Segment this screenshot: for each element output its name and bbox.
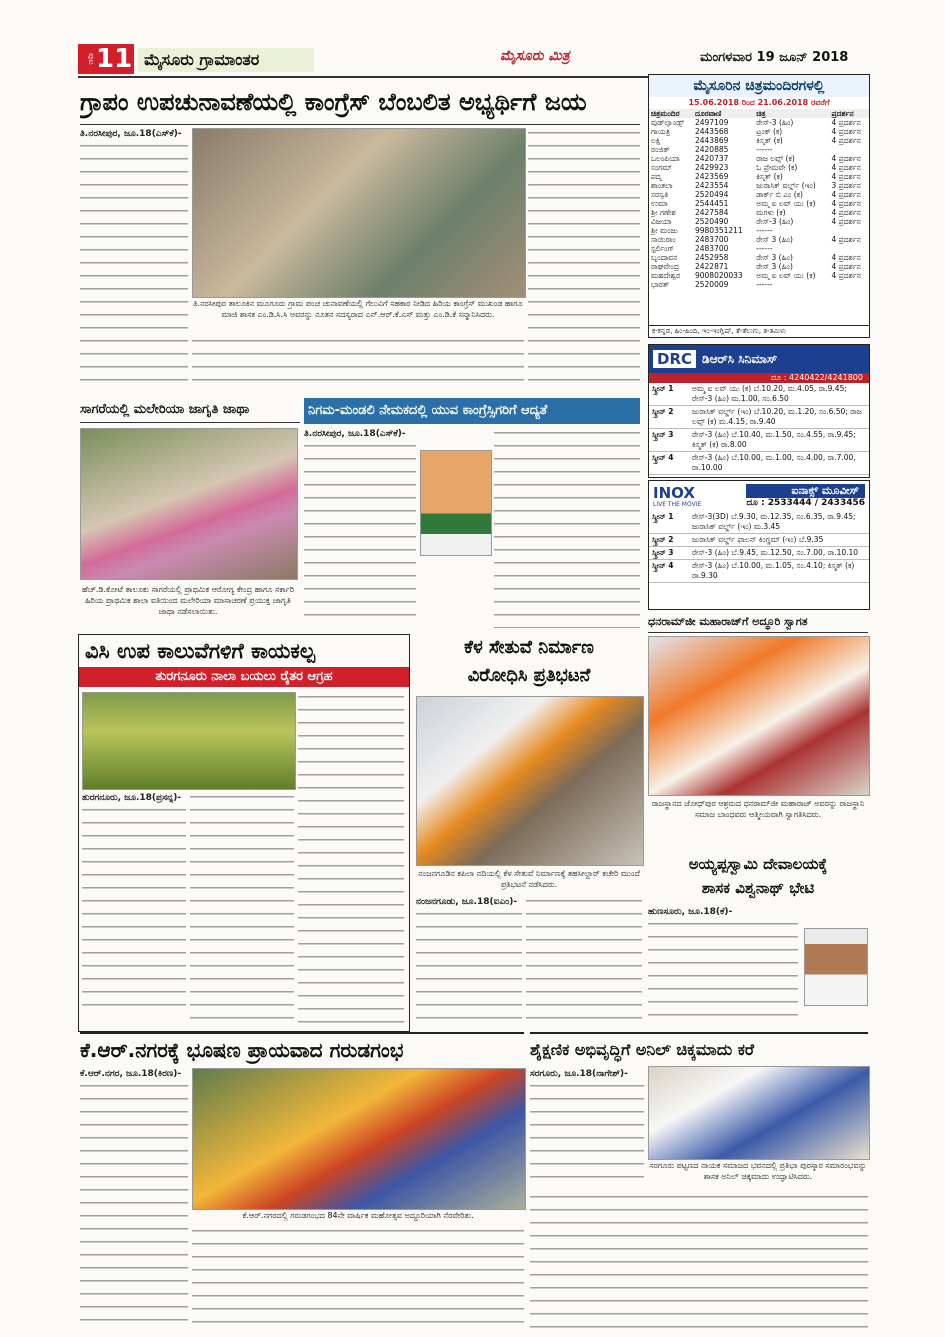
screen-showtimes: ಅಮ್ಮ ಐ ಲವ್ ಯು (ಕ) ಬೆ.10.20, ಮ.4.05, ರಾ.9.45; ರೇಸ್-3 (ಹಿಂ) ಮ.1.00, ಸಂ.6.50: [692, 384, 847, 403]
theatre-phone: 2483700: [694, 235, 729, 244]
filler-lines: [416, 909, 522, 1027]
page-number-box: [78, 44, 134, 74]
story9-body-bottom: [530, 1192, 868, 1330]
page-word: ಪುಟ: [87, 53, 96, 65]
show-count: [830, 244, 870, 253]
story8-body: [80, 1068, 188, 1330]
film-title: ಅಮ್ಮ ಐ ಲವ್ ಯು (ಕ): [756, 199, 816, 208]
story9-headline: ಶೈಕ್ಷಣಿಕ ಅಭಿವೃದ್ಧಿಗೆ ಅನಿಲ್ ಚಿಕ್ಕಮಾದು ಕರೆ: [530, 1032, 868, 1066]
theatre-phone: 2423554: [694, 181, 729, 190]
story3-body: [304, 428, 416, 628]
screen-label: ಸ್ಕ್ರೀನ್ 3: [652, 548, 674, 557]
story9-caption: ಸರಗೂರು ಪಟ್ಟಣದ ನಾಯಕ ಸಮಾಜದ ಭವನದಲ್ಲಿ ಪ್ರತಿಭಾ ಪುರಸ್ಕಾರ ಸಮಾರಂಭವನ್ನು ಶಾಸಕ ಅನಿಲ್ ಚಿಕ್ಕಮಾದು ಉದ್ಘಾಟಿಸಿದರು.: [649, 1161, 867, 1181]
theatre-name: ಸ್ಟರ್ಲಿಂಗ್: [651, 244, 674, 253]
theatre-name: ಶ್ರೀ ಗಣೇಶ: [651, 208, 676, 217]
cinema-row: [649, 244, 869, 253]
story7-body: [648, 906, 798, 1030]
page-number: 11: [96, 44, 133, 74]
theatre-phone: 2443869: [694, 136, 729, 145]
story5-headline: ವಿಸಿ ಉಪ ಕಾಲುವೆಗಳಿಗೆ ಕಾಯಕಲ್ಪ: [85, 639, 316, 663]
show-count: [830, 226, 870, 235]
inox-tagline: LIVE THE MOVIE: [653, 500, 702, 508]
story7-headline-line2: ಶಾಸಕ ವಿಶ್ವನಾಥ್ ಭೇಟಿ: [701, 879, 815, 897]
theatre-name: ಶಾಂತಲಾ: [651, 181, 673, 190]
theatre-name: ಶ್ರೀ ಮಂಜು: [651, 226, 678, 235]
story8-dateline: ಕೆ.ಆರ್.ನಗರ, ಜೂ.18(ಕಿರಣ)-: [80, 1069, 182, 1079]
cinema-row: [649, 163, 869, 172]
story6-body-col2: [526, 896, 642, 1030]
theatre-name: ಲಕ್ಷ್ಮಿ: [651, 136, 663, 145]
cinema-row: [649, 136, 869, 145]
filler-lines: [648, 919, 798, 1027]
cinema-row: [649, 235, 869, 244]
col-film: ಚಿತ್ರ: [756, 109, 766, 118]
theatre-name: ಸಂಗಮ್: [651, 163, 672, 172]
show-count: 4 ಪ್ರದರ್ಶನ: [831, 271, 861, 280]
screen-label: ಸ್ಕ್ರೀನ್ 3: [652, 430, 674, 439]
film-title: ------: [756, 244, 773, 253]
theatre-phone: 2497109: [694, 118, 729, 127]
inox-logo-block: [653, 485, 701, 508]
theatre-phone: 2420885: [694, 145, 729, 154]
cinema-row: [649, 190, 869, 199]
cinema-row: [649, 118, 869, 127]
story1-body-col1: [80, 128, 188, 388]
theatre-phone: 2544451: [694, 199, 729, 208]
theatre-phone: 2422871: [694, 262, 729, 271]
film-title: ------: [756, 145, 773, 154]
film-title: ಜುರಾಸಿಕ್ ವರ್ಲ್ಡ್ (ಇಂ): [756, 181, 816, 190]
film-title: ರೇಸ್-3 (ಹಿಂ): [756, 217, 794, 226]
screen-row: [649, 560, 869, 583]
theatre-name: ಬೃಂದಾವನ: [651, 253, 678, 262]
film-title: ಕಿಸ್ಮತ್ (ಕ): [756, 172, 783, 181]
film-title: ಡಾರ್ಕ್ ಬಿ ಎಂ (ಕ): [756, 190, 803, 199]
story9-dateline: ಸರಗೂರು, ಜೂ.18(ನಾಗೇಶ್)-: [530, 1069, 628, 1079]
story8-photo: [192, 1068, 526, 1210]
inox-phone: ದೂ : 2533444 / 2433456: [746, 498, 865, 508]
screen-showtimes: ರೇಸ್-3(3D) ಬೆ.9.30, ಮ.12.35, ಸಂ.6.35, ರಾ.9.45; ಜುರಾಸಿಕ್ ವರ್ಲ್ಡ್ (ಇಂ) ಮ.3.45: [692, 512, 856, 531]
story2-photo: [80, 428, 298, 580]
inox-box: [648, 480, 870, 610]
story6-headline-line2: ವಿರೋಧಿಸಿ ಪ್ರತಿಭಟನೆ: [467, 665, 591, 686]
screen-showtimes: ರೇಸ್-3 (ಹಿಂ) ಬೆ.10.40, ಮ.1.50, ಸಂ.4.55, ರಾ.9.45; ಕಿಸ್ಮತ್ (ಕ) ರಾ.8.00: [692, 430, 856, 449]
inox-header: [649, 481, 869, 511]
theatre-name: ವುಡ್‌ಲ್ಯಾಂಡ್ಸ್: [651, 118, 685, 127]
theatre-name: ಸರಸ್ವತಿ: [651, 190, 669, 199]
filler-lines: [80, 1081, 188, 1327]
film-title: ಅಮ್ಮ ಐ ಲವ್ ಯು (ಕ): [756, 271, 816, 280]
show-count: 4 ಪ್ರದರ್ಶನ: [831, 235, 861, 244]
show-count: 4 ಪ್ರದರ್ಶನ: [831, 262, 861, 271]
film-title: ಟ್ರಂಕ್‌ (ಕ): [756, 127, 783, 136]
filler-lines: [82, 805, 186, 1015]
story9-photo: [648, 1066, 870, 1160]
cinema-period: 15.06.2018 ರಿಂದ 21.06.2018 ರವರೆಗೆ: [688, 98, 830, 107]
col-theatre: ಚಿತ್ರಮಂದಿರ: [651, 109, 680, 118]
story7-portrait: [804, 928, 868, 1006]
story6-photo: [416, 696, 644, 866]
theatre-phone: 2429923: [694, 163, 729, 172]
theatre-phone: 2520494: [694, 190, 729, 199]
theatre-phone: 2427584: [694, 208, 729, 217]
cinema-row: [649, 253, 869, 262]
cinema-row: [649, 217, 869, 226]
story1-body-bottom: [192, 336, 524, 390]
theatre-name: ಗಾಯತ್ರಿ: [651, 127, 671, 136]
story2-caption: ಹೆಚ್.ಡಿ.ಕೋಟೆ ತಾಲೂಕು ಸಾಗರೆಯಲ್ಲಿ ಪ್ರಾಥಮಿಕ ಆರೋಗ್ಯ ಕೇಂದ್ರ ಹಾಗೂ ಸರ್ಕಾರಿ ಹಿರಿಯ ಪ್ರಾಥಮಿಕ ಶಾಲಾ ವತಿಯಿಂದ ಮಲೇರಿಯಾ ಮಾಸಾಚರಣೆ ಪ್ರಯುಕ್ತ ಜಾಗೃತಿ ಜಾಥಾ ನಡೆಸಲಾಯಿತು.: [81, 585, 295, 616]
story3-headline: ನಿಗಮ-ಮಂಡಲಿ ನೇಮಕದಲ್ಲಿ ಯುವ ಕಾಂಗ್ರೆಸ್ಸಿಗರಿಗೆ ಆದ್ಯತೆ: [304, 398, 640, 424]
screen-label: ಸ್ಕ್ರೀನ್ 1: [652, 512, 674, 521]
theatre-phone: 2520490: [694, 217, 729, 226]
show-count: 4 ಪ್ರದರ್ಶನ: [831, 190, 861, 199]
theatre-phone: 2420737: [694, 154, 729, 163]
paper-logo: ಮೈಸೂರು ಮಿತ್ರ: [500, 48, 570, 64]
col-phone: ದೂರವಾಣಿ: [694, 109, 722, 118]
show-count: 4 ಪ್ರದರ್ಶನ: [831, 217, 861, 226]
drc-box: [648, 344, 870, 478]
drc-header: [649, 345, 869, 373]
theatre-phone: 2520009: [694, 280, 729, 289]
cinema-row: [649, 181, 869, 190]
screen-label: ಸ್ಕ್ರೀನ್ 4: [652, 561, 674, 570]
screen-row: [649, 511, 869, 534]
story5-photo: [82, 692, 296, 790]
theatre-name: ಸಾಯಿರಾಂ: [651, 235, 676, 244]
theatre-name: ರಾಘವೇಂದ್ರ: [651, 262, 680, 271]
screen-row: [649, 383, 869, 406]
story5-dateline: ತುರಗನೂರು, ಜೂ.18(ಪ್ರಸನ್ನ)-: [82, 793, 182, 803]
theatre-phone: 9008020033: [694, 271, 743, 280]
inox-logo: INOX: [653, 483, 695, 502]
theatre-phone: 2443568: [694, 127, 729, 136]
story6-headline-line1: ಕೆಳ ಸೇತುವೆ ನಿರ್ಮಾಣ: [464, 637, 594, 658]
film-title: ರೇಸ್ 3 (ಹಿಂ): [756, 235, 793, 244]
inox-title-block: [746, 484, 865, 508]
story8-headline: ಕೆ.ಆರ್.ನಗರಕ್ಕೆ ಭೂಷಣ ಪ್ರಾಯವಾದ ಗರುಡಗಂಭ: [80, 1032, 524, 1066]
screen-label: ಸ್ಕ್ರೀನ್ 2: [652, 407, 674, 416]
show-count: [830, 145, 870, 154]
story1-headline: ಗ್ರಾಪಂ ಉಪಚುನಾವಣೆಯಲ್ಲಿ ಕಾಂಗ್ರೆಸ್ ಬೆಂಬಲಿತ ಅಭ್ಯರ್ಥಿಗೆ ಜಯ: [80, 88, 587, 116]
show-count: 4 ಪ್ರದರ್ಶನ: [831, 127, 861, 136]
cinema-row: [649, 208, 869, 217]
show-count: 4 ಪ್ರದರ್ಶನ: [831, 172, 861, 181]
show-count: 4 ಪ್ರದರ್ಶನ: [831, 154, 861, 163]
story6-dateline: ನಂಜನಗೂಡು, ಜೂ.18(ಐಎಂ)-: [416, 897, 518, 907]
theatre-name: ಉಮಾ: [651, 199, 668, 208]
story7-headline-line1: ಅಯ್ಯಪ್ಪಸ್ವಾಮಿ ದೇವಾಲಯಕ್ಕೆ: [688, 855, 828, 873]
cinema-row: [649, 127, 869, 136]
theatre-name: ರಂಜಿತ್: [651, 145, 670, 154]
drc-phone: ದೂ : 4240422/4241800: [649, 373, 869, 383]
story8-caption: ಕೆ.ಆರ್.ನಗರದಲ್ಲಿ ಗರುಡಗಂಭದ 84ನೇ ವಾರ್ಷಿಕ ಮಹೋತ್ಸವ ಅದ್ದೂರಿಯಾಗಿ ನೆರವೇರಿತು.: [242, 1211, 474, 1220]
screen-row: [649, 547, 869, 560]
story5-body: [82, 792, 186, 1024]
cinema-row: [649, 280, 869, 289]
story1-dateline: ತಿ.ನರಸೀಪುರ, ಜೂ.18(ಎಸ್‌ಕೆ)-: [80, 129, 182, 139]
story5-subhead: ತುರಗನೂರು ನಾಲಾ ಬಯಲು ರೈತರ ಆಗ್ರಹ: [79, 667, 409, 687]
screen-showtimes: ರೇಸ್-3 (ಹಿಂ) ಬೆ.10.00, ಮ.1.00, ಸಂ.4.00, ರಾ.7.00, ರಾ.10.00: [692, 453, 856, 472]
cinema-row: [649, 226, 869, 235]
film-title: ಓ ಪ್ರೇಮವೇ (ಕ): [756, 163, 798, 172]
show-count: 4 ಪ್ರದರ್ಶನ: [831, 208, 861, 217]
drc-listing: [649, 383, 869, 475]
filler-lines: [530, 1081, 644, 1185]
divider: [80, 124, 640, 125]
cinema-row: [649, 172, 869, 181]
show-count: 4 ಪ್ರದರ್ಶನ: [831, 136, 861, 145]
drc-title: ಡಿಆರ್‌ಸಿ ಸಿನಿಮಾಸ್: [702, 351, 778, 366]
issue-date: ಮಂಗಳವಾರ 19 ಜೂನ್ 2018: [700, 50, 849, 65]
story1-photo: [192, 128, 526, 298]
show-count: 4 ಪ್ರದರ್ಶನ: [831, 253, 861, 262]
cinema-row: [649, 154, 869, 163]
inox-title: ಐನಾಕ್ಸ್ ಮೂವೀಸ್: [746, 484, 865, 498]
story6-body: [416, 896, 522, 1030]
film-title: ಕಿಸ್ಮತ್ (ಕ): [756, 136, 783, 145]
film-title: ಮಗಳು (ಕ): [756, 208, 786, 217]
story9-body: [530, 1068, 644, 1188]
theatre-name: ಮಹದೇಶ್ವರ: [651, 271, 681, 280]
screen-row: [649, 429, 869, 452]
cinema-row: [649, 145, 869, 154]
cinema-listing: [648, 74, 870, 338]
story5-body-col2: [190, 792, 294, 1024]
story4-photo: [648, 636, 870, 796]
show-count: 3 ಪ್ರದರ್ಶನ: [831, 181, 861, 190]
story2-headline: ಸಾಗರೆಯಲ್ಲಿ ಮಲೇರಿಯಾ ಜಾಗೃತಿ ಜಾಥಾ: [80, 398, 300, 423]
show-count: 4 ಪ್ರದರ್ಶನ: [831, 163, 861, 172]
theatre-phone: 2423569: [694, 172, 729, 181]
cinema-header-row: [649, 109, 869, 118]
cinema-row: [649, 199, 869, 208]
story4-headline: ಧನರಾಮ್‌ಜೀ ಮಹಾರಾಜ್‌ಗೆ ಅದ್ಧೂರಿ ಸ್ವಾಗತ: [648, 612, 868, 633]
theatre-name: ಪದ್ಮ: [651, 172, 662, 181]
screen-label: ಸ್ಕ್ರೀನ್ 1: [652, 384, 674, 393]
story1-caption: ತಿ.ನರಸೀಪುರ ತಾಲೂಕಿನ ಮೂಗೂರು ಗ್ರಾಮ ಪಂಚ ಚುನಾವಣೆಯಲ್ಲಿ ಗೆಲುವಿಗೆ ಸಹಕಾರ ನೀಡಿದ ಹಿರಿಯ ಕಾಂಗ್ರೆಸ್ ಮುಖಂಡ ಹಾಗೂ ಮಾಜಿ ಶಾಸಕ ಎಂ.ಡಿ.ಸಿ.ಸಿ ಅವರನ್ನು ನೂತನ ಸದಸ್ಯರಾದ ಎನ್.ಆರ್.ಕೆ.ಎಸ್ ಮತ್ತು ಎಂ.ಡಿ.ಕೆ ಸನ್ಮಾನಿಸಿದರು.: [193, 299, 523, 319]
screen-row: [649, 452, 869, 475]
section-title: ಮೈಸೂರು ಗ್ರಾಮಾಂತರ: [138, 48, 314, 72]
drc-logo: DRC: [653, 350, 696, 368]
cinema-title: ಮೈಸೂರಿನ ಚಿತ್ರಮಂದಿರಗಳಲ್ಲಿ: [649, 75, 869, 97]
story3-dateline: ತಿ.ನರಸೀಪುರ, ಜೂ.18(ಎಸ್‌ಕೆ)-: [304, 429, 406, 439]
film-title: ರೇಸ್ 3 (ಹಿಂ): [756, 253, 793, 262]
filler-lines: [304, 441, 416, 625]
screen-label: ಸ್ಕ್ರೀನ್ 4: [652, 453, 674, 462]
screen-label: ಸ್ಕ್ರೀನ್ 2: [652, 535, 674, 544]
screen-showtimes: ಜುರಾಸಿಕ್ ವರ್ಲ್ಡ್ ಫಾಲನ್ ಕಿಂಗ್ಡಮ್ (ಇಂ) ಬೆ.9.35: [692, 535, 824, 544]
show-count: 4 ಪ್ರದರ್ಶನ: [831, 199, 861, 208]
film-title: ------: [756, 280, 773, 289]
film-title: ರೇಸ್ 3 (ಹಿಂ): [756, 262, 793, 271]
story7-dateline: ಹುಣಸೂರು, ಜೂ.18(ಕೆ)-: [648, 907, 733, 917]
screen-row: [649, 534, 869, 547]
cinema-row: [649, 262, 869, 271]
story4-caption: ರಾಜಸ್ಥಾನದ ಜೋಧ್‌ಪುರ ಆಶ್ರಮದ ಧನರಾಮ್‌ಜೀ ಮಹಾರಾಜ್ ಅವರನ್ನು ರಾಜಸ್ಥಾನಿ ಸಮಾಜ ಬಾಂಧವರು ಆತ್ಮೀಯವಾಗಿ ಸ್ವಾಗತಿಸಿದರು.: [651, 799, 865, 819]
theatre-phone: 2452958: [694, 253, 729, 262]
film-title: ------: [756, 226, 773, 235]
story1-body-col2: [528, 128, 640, 390]
film-title: ರಾಜ ಲವ್ಸ್ (ಕ): [756, 154, 795, 163]
cinema-table: [649, 109, 869, 289]
story3-body-col2: [494, 428, 640, 628]
filler-lines: [80, 141, 188, 385]
story6-caption: ನಂಜನಗೂಡಿನ ಕಪಿಲಾ ನದಿಯಲ್ಲಿ ಕೆಳ ಸೇತುವೆ ನಿರ್ಮಾಣಕ್ಕೆ ತಹಸೀಲ್ದಾರ್ ಕಚೇರಿ ಮುಂದೆ ಪ್ರತಿಭಟನೆ ನಡೆಸಿದರು.: [418, 869, 640, 889]
film-title: ರೇಸ್-3 (ಹಿಂ): [756, 118, 794, 127]
story5-body-col3: [298, 692, 404, 1024]
theatre-name: ಭಾರತ್: [651, 280, 670, 289]
screen-showtimes: ರೇಸ್-3 (ಹಿಂ) ಬೆ.9.45, ಮ.12.50, ಸಂ.7.00, ರಾ.10.10: [692, 548, 859, 557]
story8-body-col2: [192, 1226, 524, 1330]
theatre-name: ವಿಜಯಾ: [651, 217, 672, 226]
story3-portrait: [420, 450, 492, 556]
theatre-name: ಒಲಂಪಿಯಾ: [651, 154, 680, 163]
col-shows: ಪ್ರದರ್ಶನ: [831, 109, 854, 118]
theatre-phone: 9980351211: [694, 226, 743, 235]
screen-showtimes: ಜುರಾಸಿಕ್ ವರ್ಲ್ಡ್ (ಇಂ) ಬೆ.10.20, ಮ.1.20, ಸಂ.6.50; ರಾಜ ಲವ್ಸ್ (ಕ) ಮ.4.15, ರಾ.9.40: [692, 407, 862, 426]
screen-showtimes: ರೇಸ್-3 (ಹಿಂ) ಬೆ.10.00, ಮ.1.05, ಸಂ.4.10; ಕಿಸ್ಮತ್ (ಕ) ರಾ.9.30: [692, 561, 855, 580]
theatre-phone: 2483700: [694, 244, 729, 253]
cinema-footer: ಕ-ಕನ್ನಡ, ಹಿಂ-ಹಿಂದಿ, ಇಂ-ಇಂಗ್ಲಿಷ್, ತೆ-ತೆಲುಗು, ತ-ತಮಿಳು: [649, 325, 869, 337]
cinema-row: [649, 271, 869, 280]
screen-row: [649, 406, 869, 429]
show-count: 4 ಪ್ರದರ್ಶನ: [831, 118, 861, 127]
inox-listing: [649, 511, 869, 583]
show-count: [830, 280, 870, 289]
